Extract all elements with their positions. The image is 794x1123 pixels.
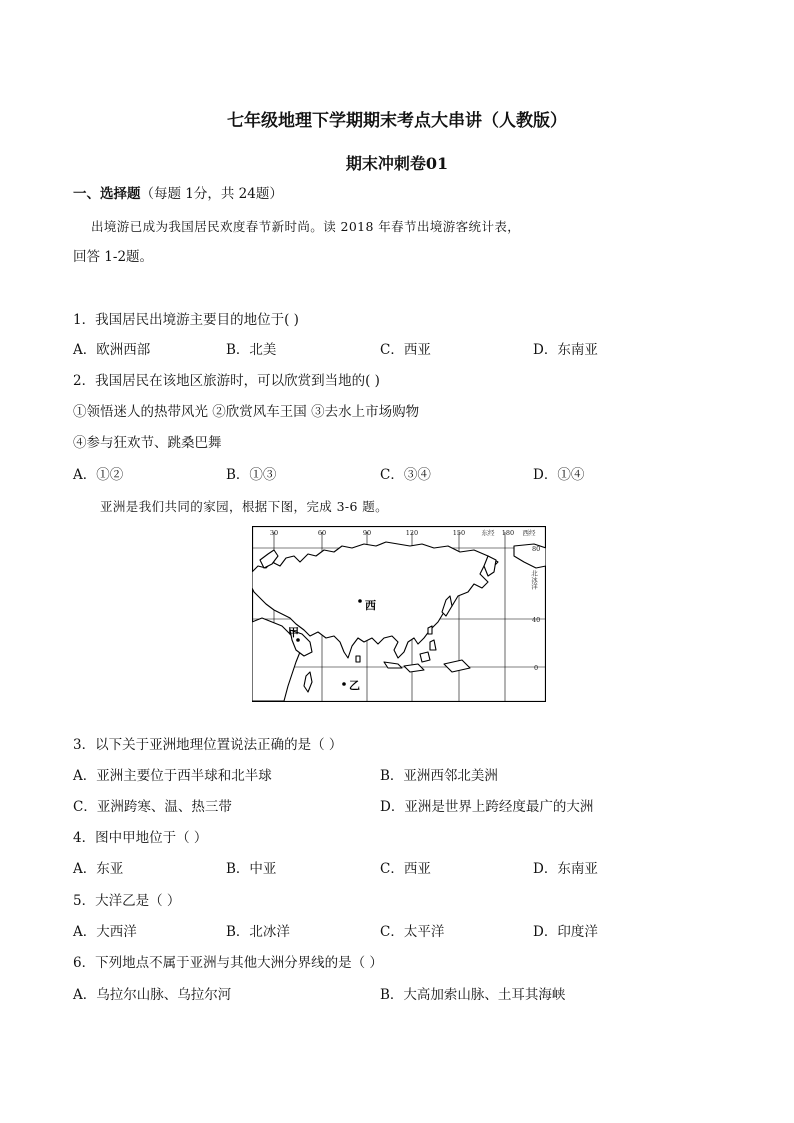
q2-option-d: D．①④ bbox=[533, 467, 585, 483]
q1-stem: 1．我国居民出境游主要目的地位于( ) bbox=[73, 312, 299, 328]
q5-stem: 5．大洋乙是（ ） bbox=[73, 893, 181, 909]
map-point-xi bbox=[358, 599, 362, 603]
q3-option-a: A．亚洲主要位于西半球和北半球 bbox=[73, 768, 272, 784]
map-lon-label-90: 90 bbox=[362, 529, 372, 537]
q4-option-b: B．中亚 bbox=[226, 861, 277, 877]
map-lon-label-180: 180 bbox=[501, 529, 515, 537]
q1-option-d: D．东南亚 bbox=[533, 342, 598, 358]
map-lon-label-150: 150 bbox=[452, 529, 466, 537]
map-lon-label-120: 120 bbox=[405, 529, 419, 537]
intro1-line1: 出境游已成为我国居民欢度春节新时尚。读 2018 年春节出境游客统计表， bbox=[91, 219, 521, 234]
q4-option-a: A．东亚 bbox=[73, 861, 124, 877]
map-marker-yi: 乙 bbox=[349, 679, 360, 692]
map-label-west: 西经 bbox=[522, 529, 536, 537]
section-heading-label: 一、选择题 bbox=[73, 186, 141, 202]
section-heading bbox=[73, 186, 283, 202]
q5-option-b: B．北冰洋 bbox=[226, 924, 290, 940]
map-marker-jia: 甲 bbox=[288, 626, 299, 639]
q3-stem: 3．以下关于亚洲地理位置说法正确的是（ ） bbox=[73, 737, 343, 753]
document-title: 七年级地理下学期期末考点大串讲（人教版） bbox=[227, 111, 567, 131]
q2-stem: 2．我国居民在该地区旅游时，可以欣赏到当地的( ) bbox=[73, 373, 380, 389]
map-lat-label-40: 40 bbox=[532, 616, 541, 624]
q1-option-b: B．北美 bbox=[226, 342, 277, 358]
q1-option-a: A．欧洲西部 bbox=[73, 342, 151, 358]
q2-items-line2: ④参与狂欢节、跳桑巴舞 bbox=[73, 435, 222, 451]
map-point-yi bbox=[342, 682, 346, 686]
q4-option-c: C．西亚 bbox=[380, 861, 431, 877]
q4-stem: 4．图中甲地位于（ ） bbox=[73, 830, 208, 846]
q3-option-d: D．亚洲是世界上跨经度最广的大洲 bbox=[380, 799, 594, 815]
map-lat-label-80: 80 bbox=[532, 545, 541, 553]
q2-items-line1: ①领悟迷人的热带风光 ②欣赏风车王国 ③去水上市场购物 bbox=[73, 404, 420, 420]
q2-option-a: A．①② bbox=[73, 467, 124, 483]
map-label-east: 东经 bbox=[481, 529, 495, 537]
q3-option-c: C．亚洲跨寒、温、热三带 bbox=[73, 799, 232, 815]
asia-map bbox=[252, 526, 546, 702]
q1-option-c: C．西亚 bbox=[380, 342, 431, 358]
map-label-arctic-ocean: 北冰洋 bbox=[530, 570, 538, 590]
map-lat-label-0: 0 bbox=[534, 664, 539, 672]
q6-option-a: A．乌拉尔山脉、乌拉尔河 bbox=[73, 987, 232, 1003]
intro1-line2: 回答 1-2题。 bbox=[73, 249, 154, 265]
q5-option-c: C．太平洋 bbox=[380, 924, 445, 940]
map-lon-label-60: 60 bbox=[317, 529, 327, 537]
q5-option-a: A．大西洋 bbox=[73, 924, 137, 940]
map-marker-xi: 西 bbox=[365, 599, 376, 612]
q6-option-b: B．大高加索山脉、土耳其海峡 bbox=[380, 987, 566, 1003]
q2-option-b: B．①③ bbox=[226, 467, 277, 483]
map-lon-label-30: 30 bbox=[269, 529, 279, 537]
document-subtitle: 期末冲刺卷01 bbox=[345, 154, 449, 173]
intro2-line1: 亚洲是我们共同的家园，根据下图，完成 3-6 题。 bbox=[100, 499, 389, 514]
q4-option-d: D．东南亚 bbox=[533, 861, 598, 877]
q2-option-c: C．③④ bbox=[380, 467, 431, 483]
section-heading-note: （每题 1分，共 24题） bbox=[140, 186, 283, 202]
q3-option-b: B．亚洲西邻北美洲 bbox=[380, 768, 498, 784]
q6-stem: 6．下列地点不属于亚洲与其他大洲分界线的是（ ） bbox=[73, 955, 383, 971]
q5-option-d: D．印度洋 bbox=[533, 924, 598, 940]
